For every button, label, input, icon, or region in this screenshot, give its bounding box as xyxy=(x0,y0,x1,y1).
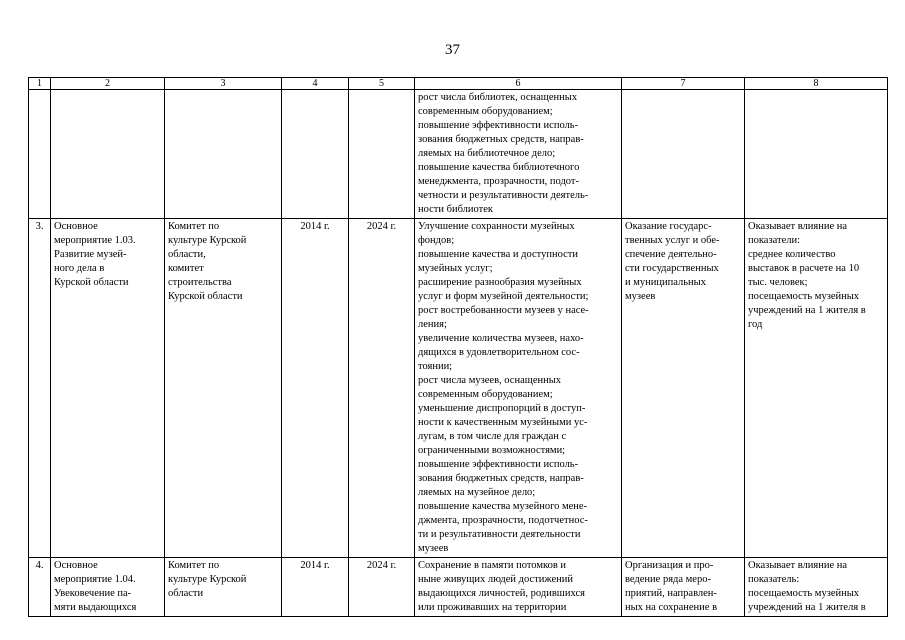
text-line: посещаемость музейных xyxy=(748,291,860,302)
column-number: 3 xyxy=(165,78,282,90)
text-line: расширение разнообразия музейных xyxy=(418,277,582,288)
column-number: 8 xyxy=(745,78,888,90)
text-line: культуре Курской xyxy=(168,574,247,585)
start-year: 2014 г. xyxy=(282,558,349,617)
activity-name xyxy=(51,558,165,617)
text-line: Комитет по xyxy=(168,560,220,571)
text-line: повышение эффективности исполь- xyxy=(418,459,579,470)
text-line: рост числа музеев, оснащенных xyxy=(418,375,562,386)
column-number: 1 xyxy=(29,78,51,90)
end-year: 2024 г. xyxy=(349,219,415,558)
activity-name xyxy=(51,90,165,219)
column-number-row xyxy=(29,78,888,90)
text-line: показатель: xyxy=(748,574,800,585)
text-line: ности библиотек xyxy=(418,204,493,215)
text-line: повышение качества библиотечного xyxy=(418,162,580,173)
program-table xyxy=(28,77,888,617)
text-line: джмента, прозрачности, подотчетнос- xyxy=(418,515,588,526)
text-line: музеев xyxy=(418,543,449,554)
end-year xyxy=(349,90,415,219)
responsible-executor xyxy=(165,558,282,617)
text-line: современным оборудованием; xyxy=(418,389,553,400)
text-line: и муниципальных xyxy=(625,277,706,288)
indicator-relation xyxy=(745,90,888,219)
text-line: ного дела в xyxy=(54,263,105,274)
text-line: Организация и про- xyxy=(625,560,714,571)
non-implementation-consequence xyxy=(622,90,745,219)
expected-result xyxy=(415,219,622,558)
text-line: Улучшение сохранности музейных xyxy=(418,221,575,232)
text-line: культуре Курской xyxy=(168,235,247,246)
text-line: ления; xyxy=(418,319,447,330)
text-line: Увековечение па- xyxy=(54,588,132,599)
end-year: 2024 г. xyxy=(349,558,415,617)
text-line: дящихся в удовлетворительном сос- xyxy=(418,347,580,358)
text-line: строительства xyxy=(168,277,232,288)
text-line: Курской области xyxy=(168,291,243,302)
row-number: 4. xyxy=(29,558,51,617)
text-line: выставок в расчете на 10 xyxy=(748,263,860,274)
indicator-relation xyxy=(745,558,888,617)
text-line: сти государственных xyxy=(625,263,719,274)
responsible-executor xyxy=(165,219,282,558)
column-number: 4 xyxy=(282,78,349,90)
text-line: ных на сохранение в xyxy=(625,602,718,613)
text-line: области, xyxy=(168,249,206,260)
table-row xyxy=(29,558,888,617)
text-line: мероприятие 1.03. xyxy=(54,235,136,246)
start-year: 2014 г. xyxy=(282,219,349,558)
text-line: Комитет по xyxy=(168,221,220,232)
text-line: спечение деятельно- xyxy=(625,249,717,260)
text-line: уменьшение диспропорций в доступ- xyxy=(418,403,586,414)
text-line: музейных услуг; xyxy=(418,263,493,274)
text-line: Развитие музей- xyxy=(54,249,127,260)
table-row xyxy=(29,219,888,558)
text-line: твенных услуг и обе- xyxy=(625,235,720,246)
indicator-relation xyxy=(745,219,888,558)
non-implementation-consequence xyxy=(622,558,745,617)
text-line: рост востребованности музеев у насе- xyxy=(418,305,589,316)
text-line: Курской области xyxy=(54,277,129,288)
text-line: посещаемость музейных xyxy=(748,588,860,599)
text-line: музеев xyxy=(625,291,656,302)
text-line: менеджмента, прозрачности, подот- xyxy=(418,176,579,187)
text-line: зования бюджетных средств, направ- xyxy=(418,473,584,484)
expected-result xyxy=(415,90,622,219)
activity-name xyxy=(51,219,165,558)
column-number: 5 xyxy=(349,78,415,90)
text-line: Оказывает влияние на xyxy=(748,221,848,232)
row-number: 3. xyxy=(29,219,51,558)
text-line: тоянии; xyxy=(418,361,453,372)
text-line: услуг и форм музейной деятельности; xyxy=(418,291,589,302)
text-line: современным оборудованием; xyxy=(418,106,553,117)
text-line: мероприятие 1.04. xyxy=(54,574,136,585)
text-line: Сохранение в памяти потомков и xyxy=(418,560,567,571)
expected-result xyxy=(415,558,622,617)
text-line: Оказывает влияние на xyxy=(748,560,848,571)
text-line: зования бюджетных средств, направ- xyxy=(418,134,584,145)
text-line: учреждений на 1 жителя в xyxy=(748,602,866,613)
text-line: фондов; xyxy=(418,235,455,246)
text-line: ляемых на библиотечное дело; xyxy=(418,148,556,159)
text-line: показатели: xyxy=(748,235,801,246)
text-line: Оказание государс- xyxy=(625,221,712,232)
text-line: рост числа библиотек, оснащенных xyxy=(418,92,578,103)
text-line: повышение эффективности исполь- xyxy=(418,120,579,131)
text-line: выдающихся личностей, родившихся xyxy=(418,588,585,599)
text-line: повышение качества музейного мене- xyxy=(418,501,588,512)
text-line: среднее количество xyxy=(748,249,836,260)
table-row xyxy=(29,90,888,219)
start-year xyxy=(282,90,349,219)
text-line: ности к качественным музейными ус- xyxy=(418,417,588,428)
non-implementation-consequence xyxy=(622,219,745,558)
text-line: области xyxy=(168,588,204,599)
text-line: Основное xyxy=(54,560,98,571)
text-line: лугам, в том числе для граждан с xyxy=(418,431,567,442)
text-line: повышение качества и доступности xyxy=(418,249,578,260)
text-line: приятий, направлен- xyxy=(625,588,717,599)
text-line: тыс. человек; xyxy=(748,277,808,288)
text-line: мяти выдающихся xyxy=(54,602,137,613)
column-number: 7 xyxy=(622,78,745,90)
text-line: ограниченными возможностями; xyxy=(418,445,566,456)
text-line: ведение ряда меро- xyxy=(625,574,711,585)
responsible-executor xyxy=(165,90,282,219)
text-line: Основное xyxy=(54,221,98,232)
text-line: четности и результативности деятель- xyxy=(418,190,589,201)
text-line: ляемых на музейное дело; xyxy=(418,487,536,498)
column-number: 2 xyxy=(51,78,165,90)
row-number xyxy=(29,90,51,219)
text-line: год xyxy=(748,319,763,330)
text-line: комитет xyxy=(168,263,204,274)
page-number: 37 xyxy=(445,42,460,58)
text-line: учреждений на 1 жителя в xyxy=(748,305,866,316)
text-line: ти и результативности деятельности xyxy=(418,529,581,540)
text-line: увеличение количества музеев, нахо- xyxy=(418,333,584,344)
text-line: ныне живущих людей достижений xyxy=(418,574,574,585)
text-line: или проживавших на территории xyxy=(418,602,567,613)
column-number: 6 xyxy=(415,78,622,90)
